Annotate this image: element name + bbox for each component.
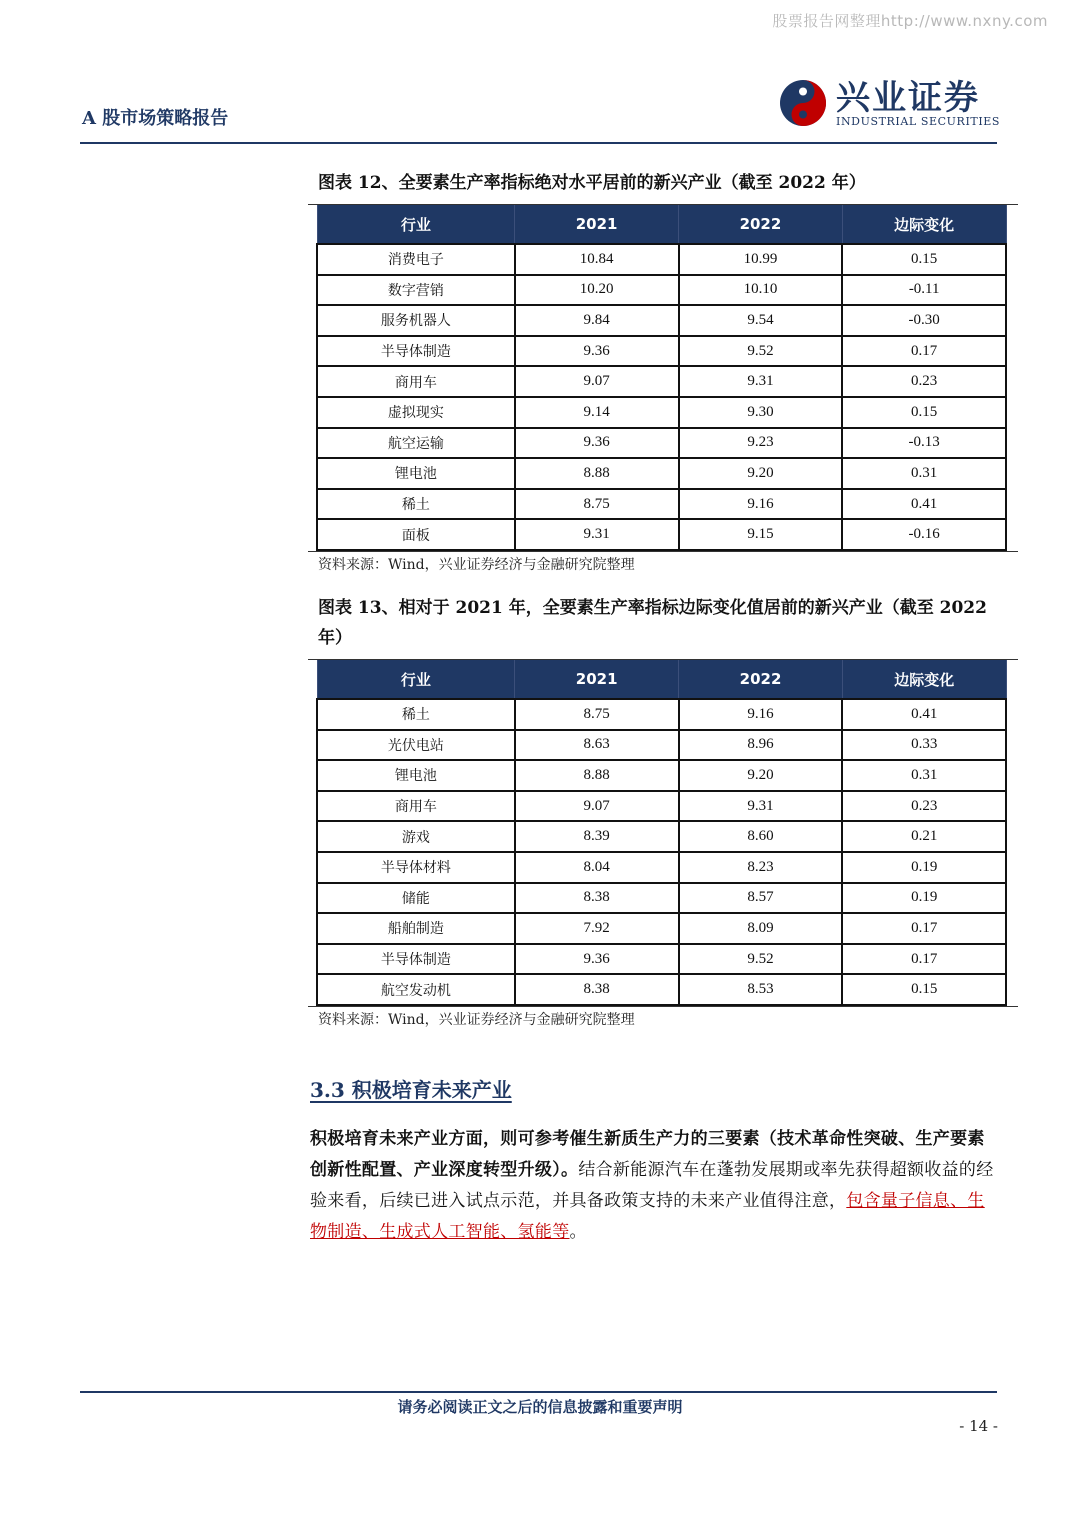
cell-industry: 数字营销 [317,275,515,306]
cell-change: 0.17 [842,913,1006,944]
cell-industry: 半导体制造 [317,336,515,367]
table12-header-industry: 行业 [317,205,515,244]
cell-value-2021: 8.88 [515,760,679,791]
cell-value-2021: 8.75 [515,699,679,730]
table12-block [308,168,1018,577]
table12-bottom-rule [308,551,1018,552]
cell-industry: 航空运输 [317,428,515,459]
cell-change: 0.15 [842,244,1006,275]
cell-value-2021: 8.63 [515,730,679,761]
cell-change: 0.33 [842,730,1006,761]
table13-caption: 图表 13、相对于 2021 年，全要素生产率指标边际变化值居前的新兴产业（截至 2022 年） [318,598,987,648]
table12-header-2022: 2022 [679,205,843,244]
table-row [317,944,1006,975]
table12-caption: 图表 12、全要素生产率指标绝对水平居前的新兴产业（截至 2022 年） [318,173,866,193]
cell-value-2022: 8.53 [679,974,843,1005]
cell-value-2022: 9.15 [679,519,843,550]
table-row [317,366,1006,397]
section-heading: 3.3 积极培育未来产业 [310,1078,512,1102]
paragraph-body: 结合新能源汽车在蓬勃发展期或率先获得超额收益的经验来看，后续已进入试点示范，并具备政策支持的未来产业值得注意， [310,1160,994,1211]
cell-industry: 稀土 [317,699,515,730]
watermark: 股票报告网整理http://www.nxny.com [772,12,1048,30]
table-row [317,244,1006,275]
cell-value-2022: 9.31 [679,366,843,397]
table12-source: 资料来源：Wind，兴业证券经济与金融研究院整理 [318,556,635,573]
cell-value-2022: 9.23 [679,428,843,459]
cell-value-2021: 9.14 [515,397,679,428]
cell-value-2022: 9.52 [679,944,843,975]
table13-source: 资料来源：Wind，兴业证券经济与金融研究院整理 [318,1011,635,1028]
cell-value-2021: 9.36 [515,336,679,367]
cell-industry: 航空发动机 [317,974,515,1005]
table13 [316,660,1007,1006]
cell-change: 0.17 [842,944,1006,975]
table13-header-2021: 2021 [515,660,679,699]
cell-change: 0.31 [842,458,1006,489]
table-row [317,883,1006,914]
table13-block [308,593,1018,1032]
table13-bottom-rule [308,1006,1018,1007]
cell-change: 0.17 [842,336,1006,367]
paragraph-end: 。 [569,1222,587,1242]
cell-industry: 锂电池 [317,760,515,791]
cell-change: 0.19 [842,883,1006,914]
table-row [317,730,1006,761]
cell-value-2021: 7.92 [515,913,679,944]
table-row [317,852,1006,883]
cell-change: 0.15 [842,974,1006,1005]
table13-header-industry: 行业 [317,660,515,699]
cell-change: 0.23 [842,791,1006,822]
cell-value-2021: 8.75 [515,489,679,520]
table13-header-row [317,660,1006,699]
cell-value-2022: 10.99 [679,244,843,275]
report-title: A 股市场策略报告 [82,108,229,129]
cell-value-2021: 8.04 [515,852,679,883]
table-row [317,275,1006,306]
table-row [317,519,1006,550]
table-row [317,428,1006,459]
cell-value-2021: 9.36 [515,944,679,975]
cell-value-2021: 9.84 [515,305,679,336]
table-row [317,336,1006,367]
table-row [317,305,1006,336]
cell-value-2022: 8.57 [679,883,843,914]
table-row [317,821,1006,852]
table12-header-row [317,205,1006,244]
cell-industry: 半导体材料 [317,852,515,883]
cell-change: -0.13 [842,428,1006,459]
cell-value-2021: 9.31 [515,519,679,550]
cell-value-2022: 9.16 [679,699,843,730]
cell-value-2021: 10.20 [515,275,679,306]
footer-disclaimer: 请务必阅读正文之后的信息披露和重要声明 [397,1398,683,1416]
table13-header-change: 边际变化 [842,660,1006,699]
cell-change: 0.21 [842,821,1006,852]
cell-value-2021: 9.07 [515,366,679,397]
table-row [317,397,1006,428]
logo-english-name: INDUSTRIAL SECURITIES [836,115,1001,128]
cell-industry: 稀土 [317,489,515,520]
cell-industry: 消费电子 [317,244,515,275]
cell-value-2022: 9.54 [679,305,843,336]
cell-value-2021: 8.38 [515,974,679,1005]
cell-value-2022: 9.20 [679,760,843,791]
footer-divider [80,1391,997,1393]
table-row [317,974,1006,1005]
cell-change: 0.41 [842,489,1006,520]
cell-value-2022: 9.16 [679,489,843,520]
table-row [317,458,1006,489]
cell-industry: 储能 [317,883,515,914]
table-row [317,760,1006,791]
cell-value-2022: 8.23 [679,852,843,883]
cell-industry: 服务机器人 [317,305,515,336]
cell-change: 0.31 [842,760,1006,791]
cell-value-2022: 9.20 [679,458,843,489]
cell-value-2021: 8.38 [515,883,679,914]
company-logo [778,78,1000,130]
cell-change: 0.23 [842,366,1006,397]
cell-change: 0.15 [842,397,1006,428]
paragraph-bold-lead: 积极培育未来产业方面，则可参考催生新质生产力的三要素（技术革命性突破、生产要素创新性配置、产业深度转型升级）。 [310,1129,985,1180]
cell-value-2022: 9.52 [679,336,843,367]
cell-industry: 半导体制造 [317,944,515,975]
cell-change: 0.19 [842,852,1006,883]
cell-value-2022: 9.31 [679,791,843,822]
table12-header-2021: 2021 [515,205,679,244]
table-row [317,791,1006,822]
cell-change: -0.30 [842,305,1006,336]
cell-industry: 面板 [317,519,515,550]
cell-change: -0.16 [842,519,1006,550]
cell-value-2021: 9.07 [515,791,679,822]
cell-value-2021: 8.88 [515,458,679,489]
cell-industry: 虚拟现实 [317,397,515,428]
cell-industry: 游戏 [317,821,515,852]
cell-change: -0.11 [842,275,1006,306]
page-number: - 14 - [959,1417,998,1435]
cell-industry: 光伏电站 [317,730,515,761]
logo-mark-icon [778,78,828,128]
cell-value-2021: 8.39 [515,821,679,852]
paragraph-highlight: 包含量子信息、生物制造、生成式人工智能、氢能等 [310,1191,985,1242]
logo-chinese-name: 兴业证券 [836,78,980,118]
cell-value-2021: 10.84 [515,244,679,275]
header-divider [80,142,997,144]
cell-change: 0.41 [842,699,1006,730]
cell-value-2022: 8.96 [679,730,843,761]
table12-body [317,244,1006,550]
table-row [317,913,1006,944]
table-row [317,699,1006,730]
cell-industry: 商用车 [317,366,515,397]
cell-industry: 商用车 [317,791,515,822]
cell-value-2022: 8.09 [679,913,843,944]
table13-body [317,699,1006,1005]
cell-value-2021: 9.36 [515,428,679,459]
cell-industry: 锂电池 [317,458,515,489]
table12-header-change: 边际变化 [842,205,1006,244]
table12 [316,205,1007,551]
cell-value-2022: 10.10 [679,275,843,306]
section-paragraph [310,1124,1000,1248]
cell-value-2022: 9.30 [679,397,843,428]
table13-header-2022: 2022 [679,660,843,699]
cell-value-2022: 8.60 [679,821,843,852]
cell-industry: 船舶制造 [317,913,515,944]
table-row [317,489,1006,520]
